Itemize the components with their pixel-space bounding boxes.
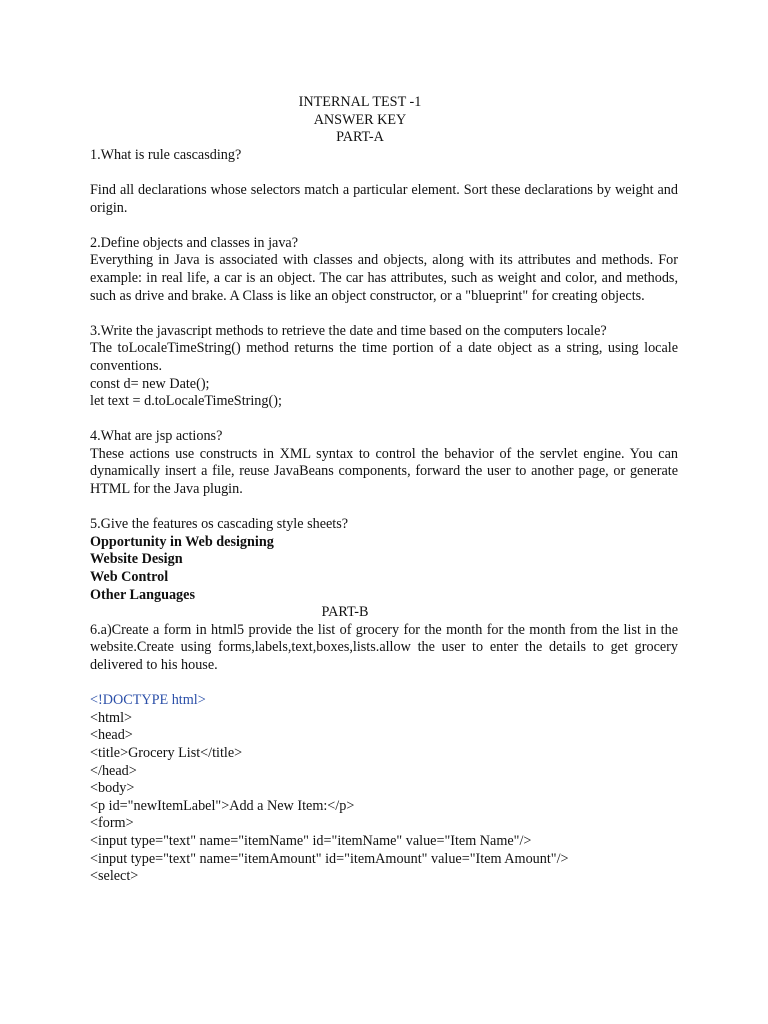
answer-key-title: ANSWER KEY [313, 111, 407, 128]
q1-answer: Find all declarations whose selectors match a particular element. Sort these declarations by weight and origin. [90, 181, 678, 216]
q3-answer: The toLocaleTimeString() method returns the time portion of a date object as a string, using locale conventions. [90, 340, 678, 374]
q5-feature: Other Languages [90, 586, 195, 603]
q6-question: 6.a)Create a form in html5 provide the list of grocery for the month for the month from the list in the website.Create using forms,labels,text,boxes,lists.allow the user to enter the details to get grocery delivered to his house. [90, 621, 678, 673]
q4-answer: These actions use constructs in XML syntax to control the behavior of the servlet engine. You can dynamically insert a file, reuse JavaBeans components, forward the user to another page, or generate HTML for the Java plugin. [90, 445, 678, 498]
spacer [90, 675, 678, 693]
document-page [90, 94, 678, 886]
q5-feature: Web Control [90, 569, 169, 586]
code-line: <title>Grocery List</title> [90, 744, 243, 761]
q2-question: 2.Define objects and classes in java? [90, 234, 299, 251]
part-b-heading: PART-B [321, 604, 369, 621]
q3-code-line-2: let text = d.toLocaleTimeString(); [90, 393, 282, 410]
q3-question: 3.Write the javascript methods to retrieve the date and time based on the computers locale? [90, 322, 607, 339]
q2-answer: Everything in Java is associated with classes and objects, along with its attributes and methods. For example: in real life, a car is an object. The car has attributes, such as weight and color, and methods, such as drive and brake. A Class is like an object constructor, or a "blueprint" for creating objects. [90, 252, 678, 304]
code-line: <input type="text" name="itemAmount" id="itemAmount" value="Item Amount"/> [90, 850, 569, 867]
code-line: <input type="text" name="itemName" id="itemName" value="Item Name"/> [90, 832, 532, 849]
q5-feature: Opportunity in Web designing [90, 533, 274, 550]
q3-code-line-1: const d= new Date(); [90, 375, 210, 392]
code-line: <head> [90, 727, 133, 744]
code-line: <body> [90, 780, 135, 797]
spacer [90, 305, 678, 323]
q1-question: 1.What is rule cascasding? [90, 146, 242, 163]
spacer [90, 164, 678, 182]
code-line: <html> [90, 709, 133, 726]
q5-feature: Website Design [90, 551, 183, 568]
code-line: <!DOCTYPE html> [90, 692, 206, 709]
part-a-heading: PART-A [336, 129, 384, 146]
test-title: INTERNAL TEST -1 [298, 94, 422, 110]
code-line: <form> [90, 815, 134, 832]
q5-question: 5.Give the features os cascading style sheets? [90, 516, 349, 533]
code-line: </head> [90, 762, 137, 779]
code-line: <select> [90, 868, 139, 885]
q4-question: 4.What are jsp actions? [90, 428, 223, 445]
spacer [90, 411, 678, 429]
spacer [90, 499, 678, 517]
spacer [90, 217, 678, 235]
code-line: <p id="newItemLabel">Add a New Item:</p> [90, 797, 355, 814]
